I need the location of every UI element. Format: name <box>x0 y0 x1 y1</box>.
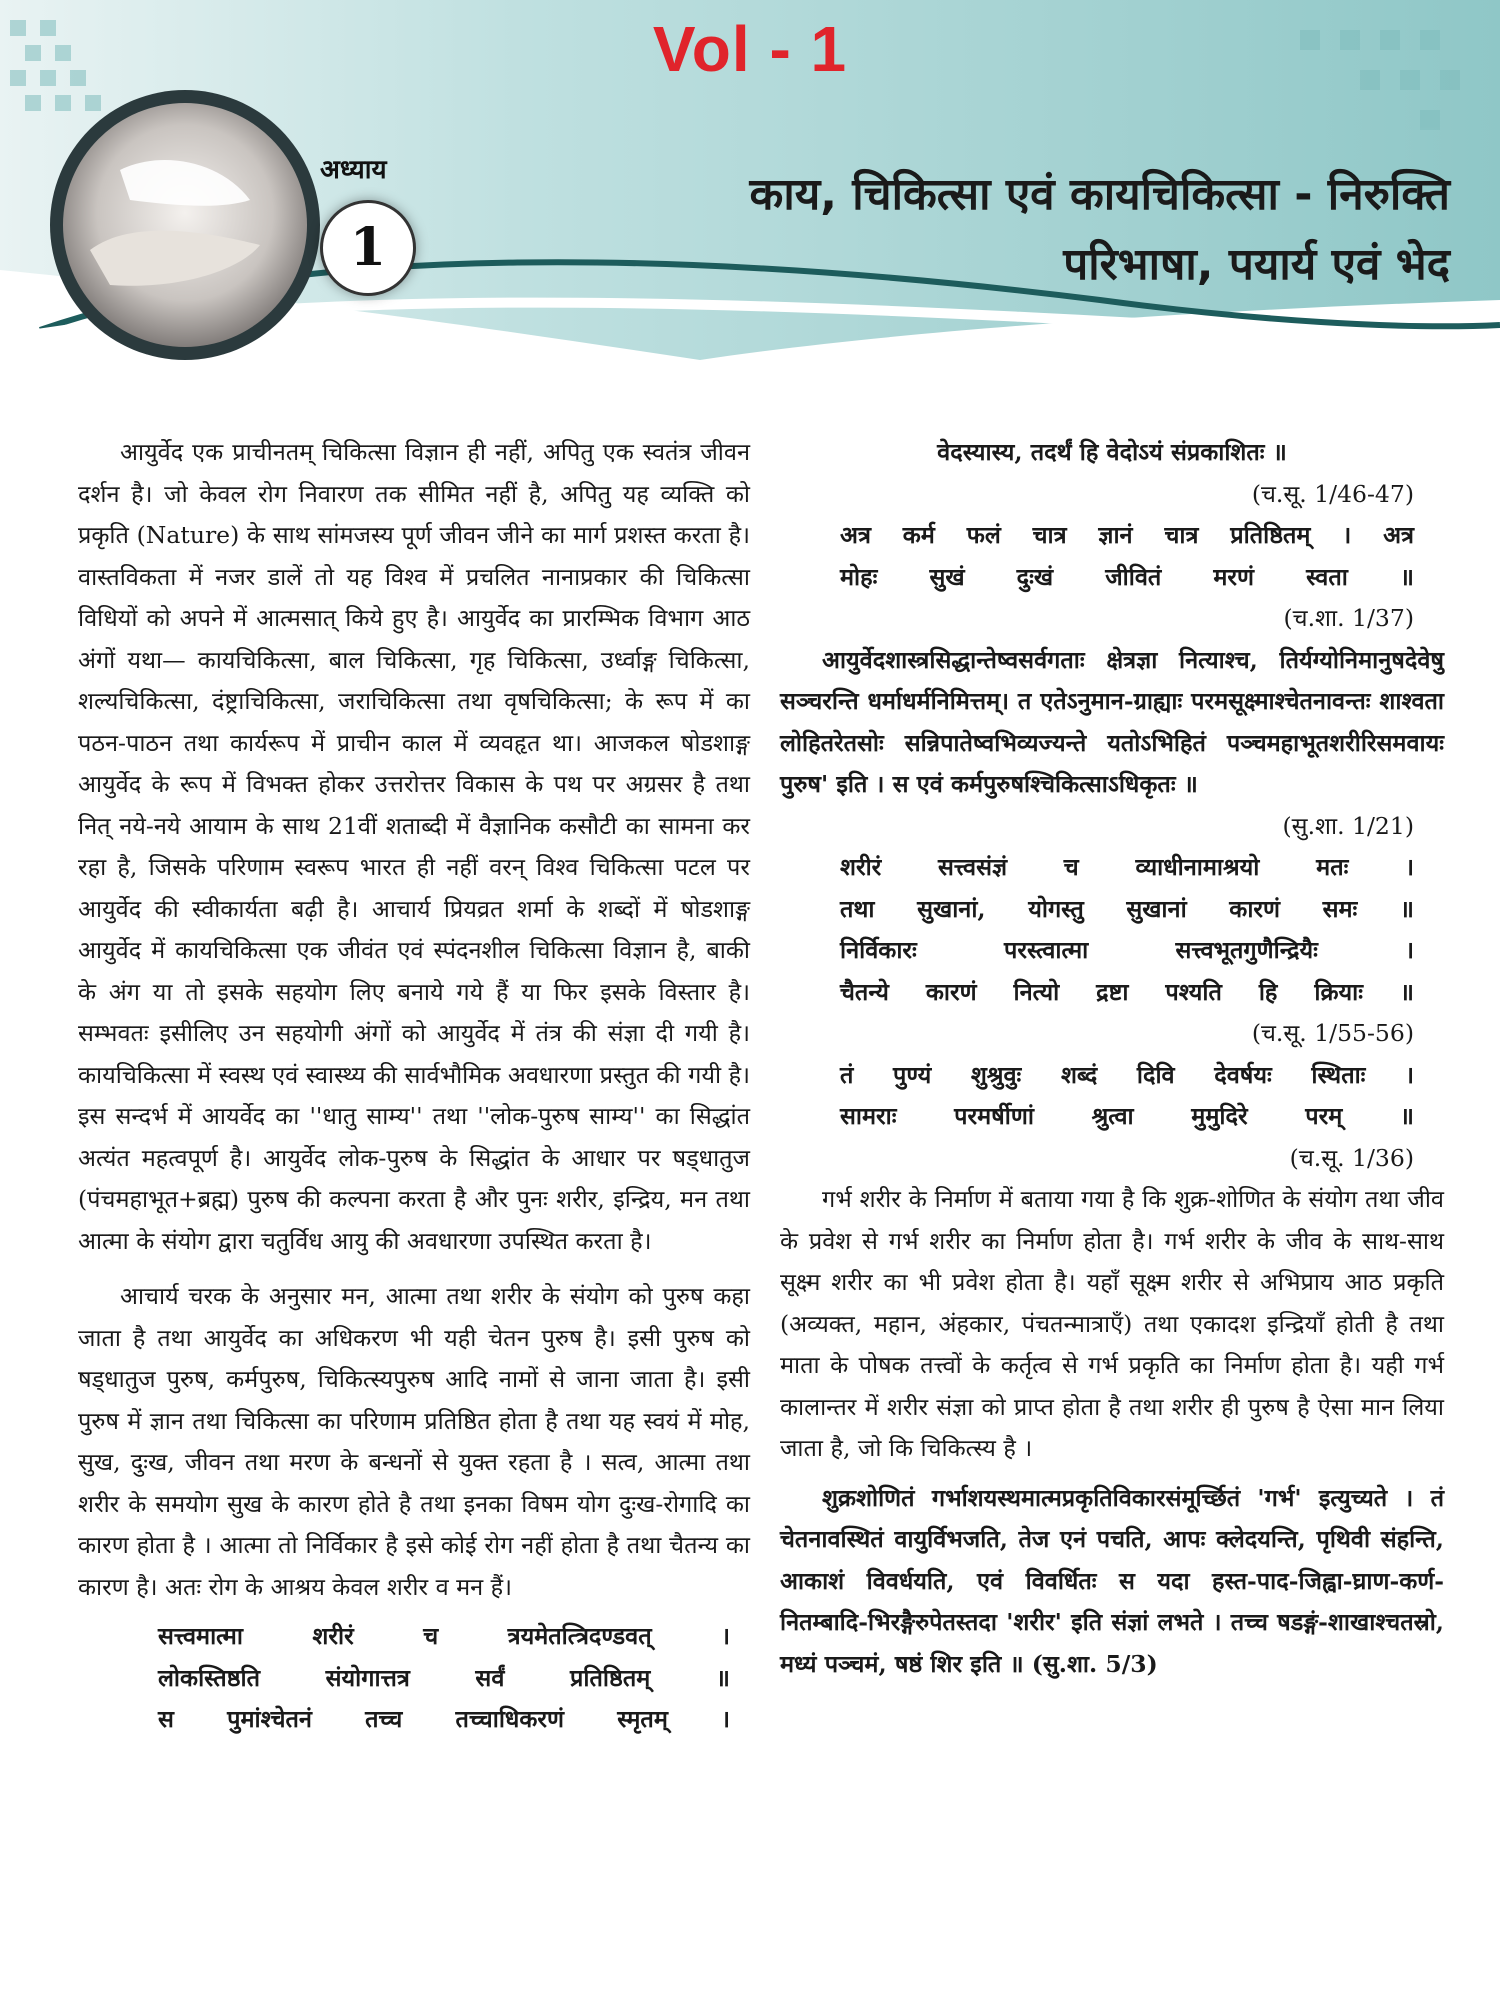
chapter-header-banner <box>0 0 1500 380</box>
right-paragraph-1: गर्भ शरीर के निर्माण में बताया गया है कि शुक्र-शोणित के संयोग तथा जीव के प्रवेश से गर्भ शरीर का निर्माण होता है। गर्भ शरीर के जीव के साथ-साथ सूक्ष्म शरीर का भी प्रवेश होता है। यहाँ सूक्ष्म शरीर से अभिप्राय आठ प्रकृति (अव्यक्त, महान, अंहकार, पंचतन्मात्राएँ) तथा एकादश इन्द्रियाँ होती है तथा माता के पोषक तत्त्वों के कर्तृत्व से गर्भ प्रकृति का निर्माण होता है। यही गर्भ कालान्तर में शरीर संज्ञा को प्राप्त होता है तथा शरीर ही पुरुष है ऐसा मान लिया जाता है, जो कि चिकित्स्य है । <box>780 1185 1444 1462</box>
right-verse-4-line-3: निर्विकारः परस्त्वात्मा सत्त्वभूतगुणैन्द्रियैः । <box>840 936 1414 964</box>
reference-4: (च.सू. 1/55-56) <box>1251 1019 1414 1047</box>
left-verse-line-3: स पुमांश्चेतनं तच्च तच्चाधिकरणं स्मृतम् । <box>158 1705 730 1733</box>
chapter-number-badge: 1 <box>320 200 416 296</box>
right-verse-2-line-2: मोहः सुखं दुःखं जीवितं मरणं स्वता ॥ <box>840 562 1414 591</box>
right-verse-top: वेदस्यास्य, तदर्थं हि वेदोऽयं संप्रकाशितः ॥ <box>937 438 1287 466</box>
right-verse-4-line-4: चैतन्ये कारणं नित्यो द्रष्टा पश्यति हि क्रियाः ॥ <box>840 977 1414 1006</box>
chapter-title-line-2: परिभाषा, पयार्य एवं भेद <box>1063 239 1450 290</box>
reference-1: (च.सू. 1/46-47) <box>1251 479 1414 508</box>
right-column <box>780 432 1444 1685</box>
reference-3: (सु.शा. 1/21) <box>1282 811 1414 840</box>
reference-2: (च.शा. 1/37) <box>1283 604 1414 632</box>
chapter-title <box>750 160 1450 300</box>
chapter-label: अध्याय <box>320 155 387 185</box>
right-verse-5-line-1: तं पुण्यं शुश्रुवुः शब्दं दिवि देवर्षयः स्थिताः । <box>840 1060 1414 1089</box>
left-verse-line-2: लोकस्तिष्ठति संयोगात्तत्र सर्वं प्रतिष्ठितम् ॥ <box>158 1663 730 1692</box>
left-verse-line-1: सत्त्वमात्मा शरीरं च त्रयमेतत्त्रिदण्डवत् । <box>158 1622 730 1650</box>
reference-5: (च.सू. 1/36) <box>1289 1143 1414 1172</box>
right-verse-4-line-1: शरीरं सत्त्वसंज्ञं च व्याधीनामाश्रयो मतः । <box>840 853 1414 881</box>
left-paragraph-1: आयुर्वेद एक प्राचीनतम् चिकित्सा विज्ञान ही नहीं, अपितु एक स्वतंत्र जीवन दर्शन है। जो केवल रोग निवारण तक सीमित नहीं है, अपितु यह व्यक्ति को प्रकृति (Nature) के साथ सांमजस्य पूर्ण जीवन जीने का मार्ग प्रशस्त करता है। वास्तविकता में नजर डालें तो यह विश्व में प्रचलित नानाप्रकार की चिकित्सा विधियों को अपने में आत्मसात् किये हुए है। आयुर्वेद का प्रारम्भिक विभाग आठ अंगों यथा— कायचिकित्सा, बाल चिकित्सा, गृह चिकित्सा, उर्ध्वाङ्ग चिकित्सा, शल्यचिकित्सा, दंष्ट्राचिकित्सा, जराचिकित्सा तथा वृषचिकित्सा; के रूप में का पठन-पाठन तथा कार्यरूप में प्राचीन काल में व्यवहृत था। आजकल षोडशाङ्ग आयुर्वेद के रूप में विभक्त होकर उत्तरोत्तर विकास के पथ पर अग्रसर है तथा नित् नये-नये आयाम के साथ 21वीं शताब्दी में वैज्ञानिक कसौटी का सामना कर रहा है, जिसके परिणाम स्वरूप भारत ही नहीं वरन् विश्व चिकित्सा पटल पर आयुर्वेद की स्वीकार्यता बढ़ी है। आचार्य प्रियव्रत शर्मा के शब्दों में षोडशाङ्ग आयुर्वेद में कायचिकित्सा एक जीवंत एवं स्पंदनशील चिकित्सा विज्ञान है, बाकी के अंग या तो इसके सहयोग लिए बनाये गये हैं या फिर इसके विस्तार है। सम्भवतः इसीलिए उन सहयोगी अंगों को आयुर्वेद में तंत्र की संज्ञा दी गयी है। कायचिकित्सा में स्वस्थ एवं स्वास्थ्य की सार्वभौमिक अवधारणा प्रस्तुत की गयी है। इस सन्दर्भ में आयर्वेद का ''धातु साम्य'' तथा ''लोक-पुरुष साम्य'' का सिद्धांत अत्यंत महत्वपूर्ण है। आयुर्वेद लोक-पुरुष के सिद्धांत के आधार पर षड्धातुज (पंचमहाभूत+ब्रह्म) पुरुष की कल्पना करता है और पुनः शरीर, इन्द्रिय, मन तथा आत्मा के संयोग द्वारा चतुर्विध आयु की अवधारणा उपस्थित करता है। <box>78 438 750 1255</box>
chapter-title-line-1: काय, चिकित्सा एवं कायचिकित्सा - निरुक्ति <box>749 169 1450 220</box>
right-verse-6: शुक्रशोणितं गर्भाशयस्थमात्मप्रकृतिविकारसंमूर्च्छितं 'गर्भ' इत्युच्यते । तं चेतनावस्थितं वायुर्विभजति, तेज एनं पचति, आपः क्लेदयन्ति, पृथिवी संहन्ति, आकाशं विवर्धयति, एवं विवर्धितः स यदा हस्त-पाद-जिह्वा-घ्राण-कर्ण-नितम्बादि-भिरङ्गैरुपेतस्तदा 'शरीर' इति संज्ञां लभते । तच्च षडङ्गं-शाखाश्चतस्रो, मध्यं पञ्चमं, षष्ठं शिर इति ॥ (सु.शा. 5/3) <box>780 1483 1444 1678</box>
right-verse-3: आयुर्वेदशास्त्रसिद्धान्तेष्वसर्वगताः क्षेत्रज्ञा नित्याश्च, तिर्यग्योनिमानुषदेवेषु सञ्चरन्ति धर्माधर्मनिमित्तम्। त एतेऽनुमान-ग्राह्याः परमसूक्ष्माश्चेतनावन्तः शाश्वता लोहितरेतसोः सन्निपातेष्वभिव्यज्यन्ते यतोऽभिहितं पञ्चमहाभूतशरीरिसमवायः पुरुष' इति । स एवं कर्मपुरुषश्चिकित्साऽधिकृतः ॥ <box>780 645 1444 798</box>
volume-label: Vol - 1 <box>652 13 848 85</box>
right-verse-2-line-1: अत्र कर्म फलं चात्र ज्ञानं चात्र प्रतिष्ठितम् । अत्र <box>840 521 1414 549</box>
left-column <box>78 432 750 1741</box>
left-paragraph-2: आचार्य चरक के अनुसार मन, आत्मा तथा शरीर के संयोग को पुरुष कहा जाता है तथा आयुर्वेद का अधिकरण भी यही चेतन पुरुष है। इसी पुरुष को षड्धातुज पुरुष, कर्मपुरुष, चिकित्स्यपुरुष आदि नामों से जाना जाता है। इसी पुरुष में ज्ञान तथा चिकित्सा का परिणाम प्रतिष्ठित होता है तथा यह स्वयं में मोह, सुख, दुःख, जीवन तथा मरण के बन्धनों से युक्त रहता है । सत्व, आत्मा तथा शरीर के समयोग सुख के कारण होते है तथा इनका विषम योग दुःख-रोगादि का कारण होता है । आत्मा तो निर्विकार है इसे कोई रोग नहीं होता है तथा चैतन्य का कारण है। अतः रोग के आश्रय केवल शरीर व मन हैं। <box>78 1282 750 1601</box>
right-verse-4-line-2: तथा सुखानां, योगस्तु सुखानां कारणं समः ॥ <box>840 894 1414 923</box>
right-verse-5-line-2: सामराः परमर्षीणां श्रुत्वा मुमुदिरे परम् ॥ <box>840 1102 1414 1130</box>
